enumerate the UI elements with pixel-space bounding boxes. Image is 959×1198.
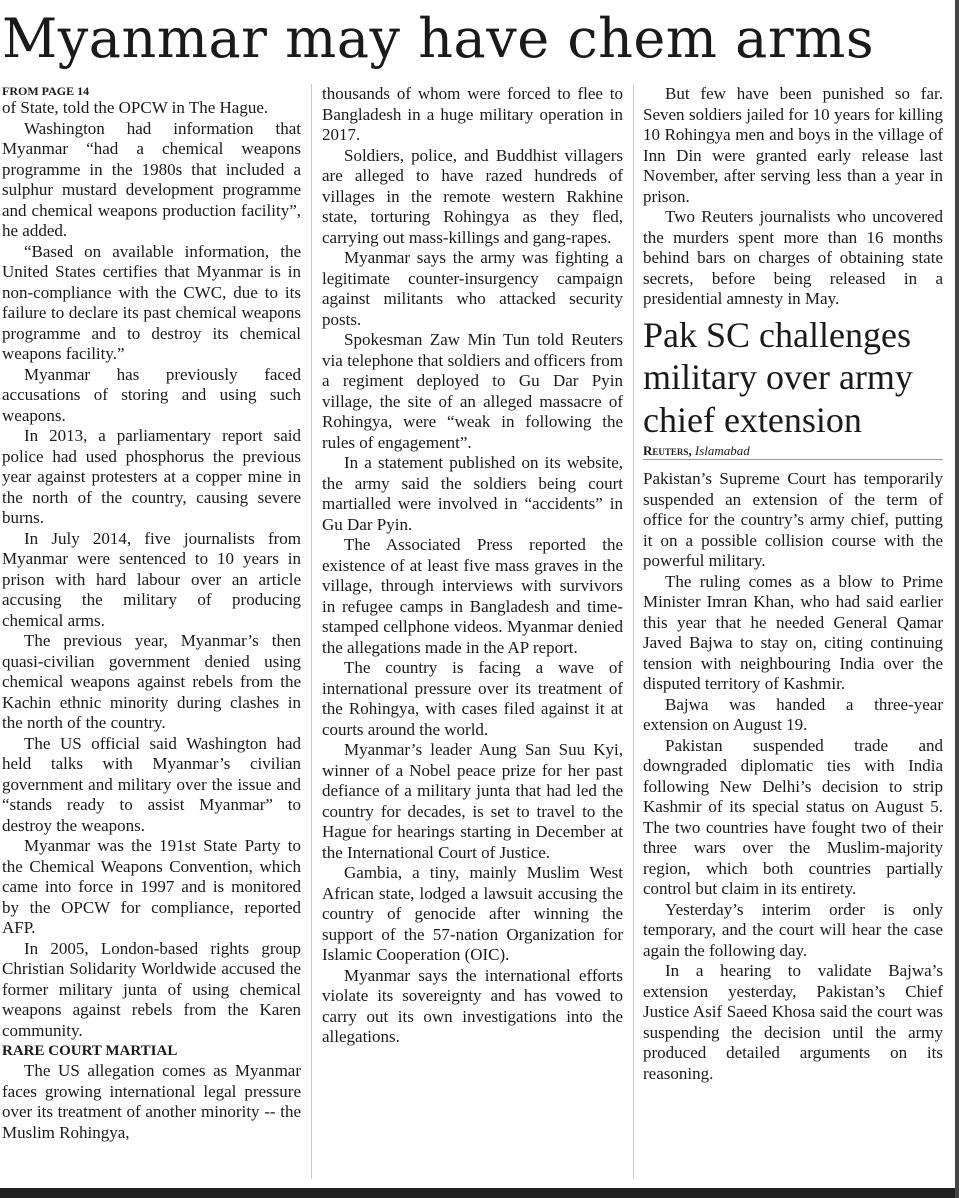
paragraph: “Based on available information, the United States certifies that Myanmar is in non-compliance with the CWC, due to its failure to declare its past chemical weapons programme and to destroy its chemical weapons facility.”	[2, 241, 301, 363]
paragraph: Gambia, a tiny, mainly Muslim West African state, lodged a lawsuit accusing the country of genocide after winning the support of the 57-nation Organization for Islamic Cooperation (OIC).	[322, 863, 623, 964]
paragraph: In a statement published on its website, the army said the soldiers being court martialled were involved in “accidents” in Gu Dar Pyin.	[322, 453, 623, 534]
paragraph: Yesterday’s interim order is only temporary, and the court will hear the case again the following day.	[643, 899, 943, 960]
paragraph: Spokesman Zaw Min Tun told Reuters via telephone that soldiers and officers from a regiment deployed to Gu Dar Pyin village, the site of an alleged massacre of Rohingya, were “weak in following the rules of engagement”.	[322, 330, 623, 452]
main-headline: Myanmar may have chem arms	[2, 7, 875, 70]
paragraph: Pakistan suspended trade and downgraded diplomatic ties with India following New Delhi’s decision to strip Kashmir of its special status on August 5. The two countries have fought two of their three wars over the Muslim-majority region, which both countries partially control but claim in its entirety.	[643, 735, 943, 898]
paragraph: Pakistan’s Supreme Court has temporarily suspended an extension of the term of office for the country’s army chief, putting it on a possible collision course with the powerful military.	[643, 469, 943, 570]
paragraph: Washington had information that Myanmar “had a chemical weapons programme in the 1980s that included a sulphur mustard development programme and chemical weapons production facility”, he added.	[2, 118, 301, 240]
paragraph: Myanmar’s leader Aung San Suu Kyi, winner of a Nobel peace prize for her past defiance of a military junta that had led the country for decades, is set to travel to the Hague for hearings starting in December at the International Court of Justice.	[322, 740, 623, 862]
paragraph: The previous year, Myanmar’s then quasi-civilian government denied using chemical weapons against rebels from the Kachin ethnic minority during clashes in the north of the country.	[2, 631, 301, 732]
paragraph: Myanmar was the 191st State Party to the Chemical Weapons Convention, which came into force in 1997 and is monitored by the OPCW for compliance, reported AFP.	[2, 836, 301, 937]
subheading: RARE COURT MARTIAL	[2, 1043, 178, 1059]
column-divider	[311, 84, 312, 1179]
paragraph: In a hearing to validate Bajwa’s extension yesterday, Pakistan’s Chief Justice Asif Saeed Khosa said the court was suspending the decision until the army produced detailed arguments on its reasoning.	[643, 961, 943, 1083]
paragraph: Two Reuters journalists who uncovered the murders spent more than 16 months behind bars on charges of obtaining state secrets, before being released in a presidential amnesty in May.	[643, 207, 943, 308]
story-headline: Pak SC challenges military over army chief extension	[643, 314, 913, 440]
paragraph: In July 2014, five journalists from Myanmar were sentenced to 10 years in prison with hard labour over an article accusing the military of producing chemical arms.	[2, 528, 301, 630]
article-column-1	[2, 84, 301, 1143]
byline-rule	[643, 459, 943, 460]
byline	[643, 443, 943, 459]
paragraph: The Associated Press reported the existence of at least five mass graves in the village, through interviews with survivors in refugee camps in Bangladesh and time-stamped cellphone videos. Myanmar denied the allegations made in the AP report.	[322, 535, 623, 657]
paragraph: But few have been punished so far. Seven soldiers jailed for 10 years for killing 10 Rohingya men and boys in the village of Inn Din were granted early release last November, after serving less than a year in prison.	[643, 84, 943, 206]
paragraph: thousands of whom were forced to flee to Bangladesh in a huge military operation in 2017.	[322, 84, 623, 144]
paragraph: The country is facing a wave of international pressure over its treatment of the Rohingya, with cases filed against it at courts around the world.	[322, 658, 623, 739]
byline-agency: Reuters,	[643, 443, 692, 458]
paragraph: of State, told the OPCW in The Hague.	[2, 98, 269, 117]
paragraph: Bajwa was handed a three-year extension on August 19.	[643, 694, 943, 734]
paragraph: The US official said Washington had held talks with Myanmar’s civilian government and military over the issue and “stands ready to assist Myanmar” to destroy the weapons.	[2, 733, 301, 835]
paragraph: Myanmar says the international efforts violate its sovereignty and has vowed to carry out its own investigations into the allegations.	[322, 965, 623, 1046]
paragraph: In 2005, London-based rights group Christian Solidarity Worldwide accused the former military junta of using chemical weapons against rebels from the Karen community.	[2, 938, 301, 1040]
byline-city: Islamabad	[694, 443, 750, 458]
paragraph: In 2013, a parliamentary report said police had used phosphorus the previous year against protesters at a copper mine in the north of the country, causing severe burns.	[2, 426, 301, 527]
paragraph: Myanmar has previously faced accusations of storing and using such weapons.	[2, 364, 301, 425]
column-divider	[633, 84, 634, 1179]
paragraph: The US allegation comes as Myanmar faces growing international legal pressure over its treatment of another minority -- the Muslim Rohingya,	[2, 1061, 301, 1142]
article-column-2	[322, 84, 623, 1048]
article-column-3	[643, 84, 943, 1084]
page-bottom-border	[0, 1188, 959, 1198]
paragraph: Soldiers, police, and Buddhist villagers are alleged to have razed hundreds of villages in the remote western Rakhine state, torturing Rohingya as they fled, carrying out mass-killings and gang-rapes.	[322, 145, 623, 247]
continued-from-label: FROM PAGE 14	[2, 84, 90, 98]
paragraph: The ruling comes as a blow to Prime Minister Imran Khan, who had said earlier this year that he needed General Qamar Javed Bajwa to stay on, citing continuing tension with neighbouring India over the disputed territory of Kashmir.	[643, 571, 943, 693]
page-right-border	[955, 0, 959, 1198]
paragraph: Myanmar says the army was fighting a legitimate counter-insurgency campaign against militants who attacked security posts.	[322, 248, 623, 329]
